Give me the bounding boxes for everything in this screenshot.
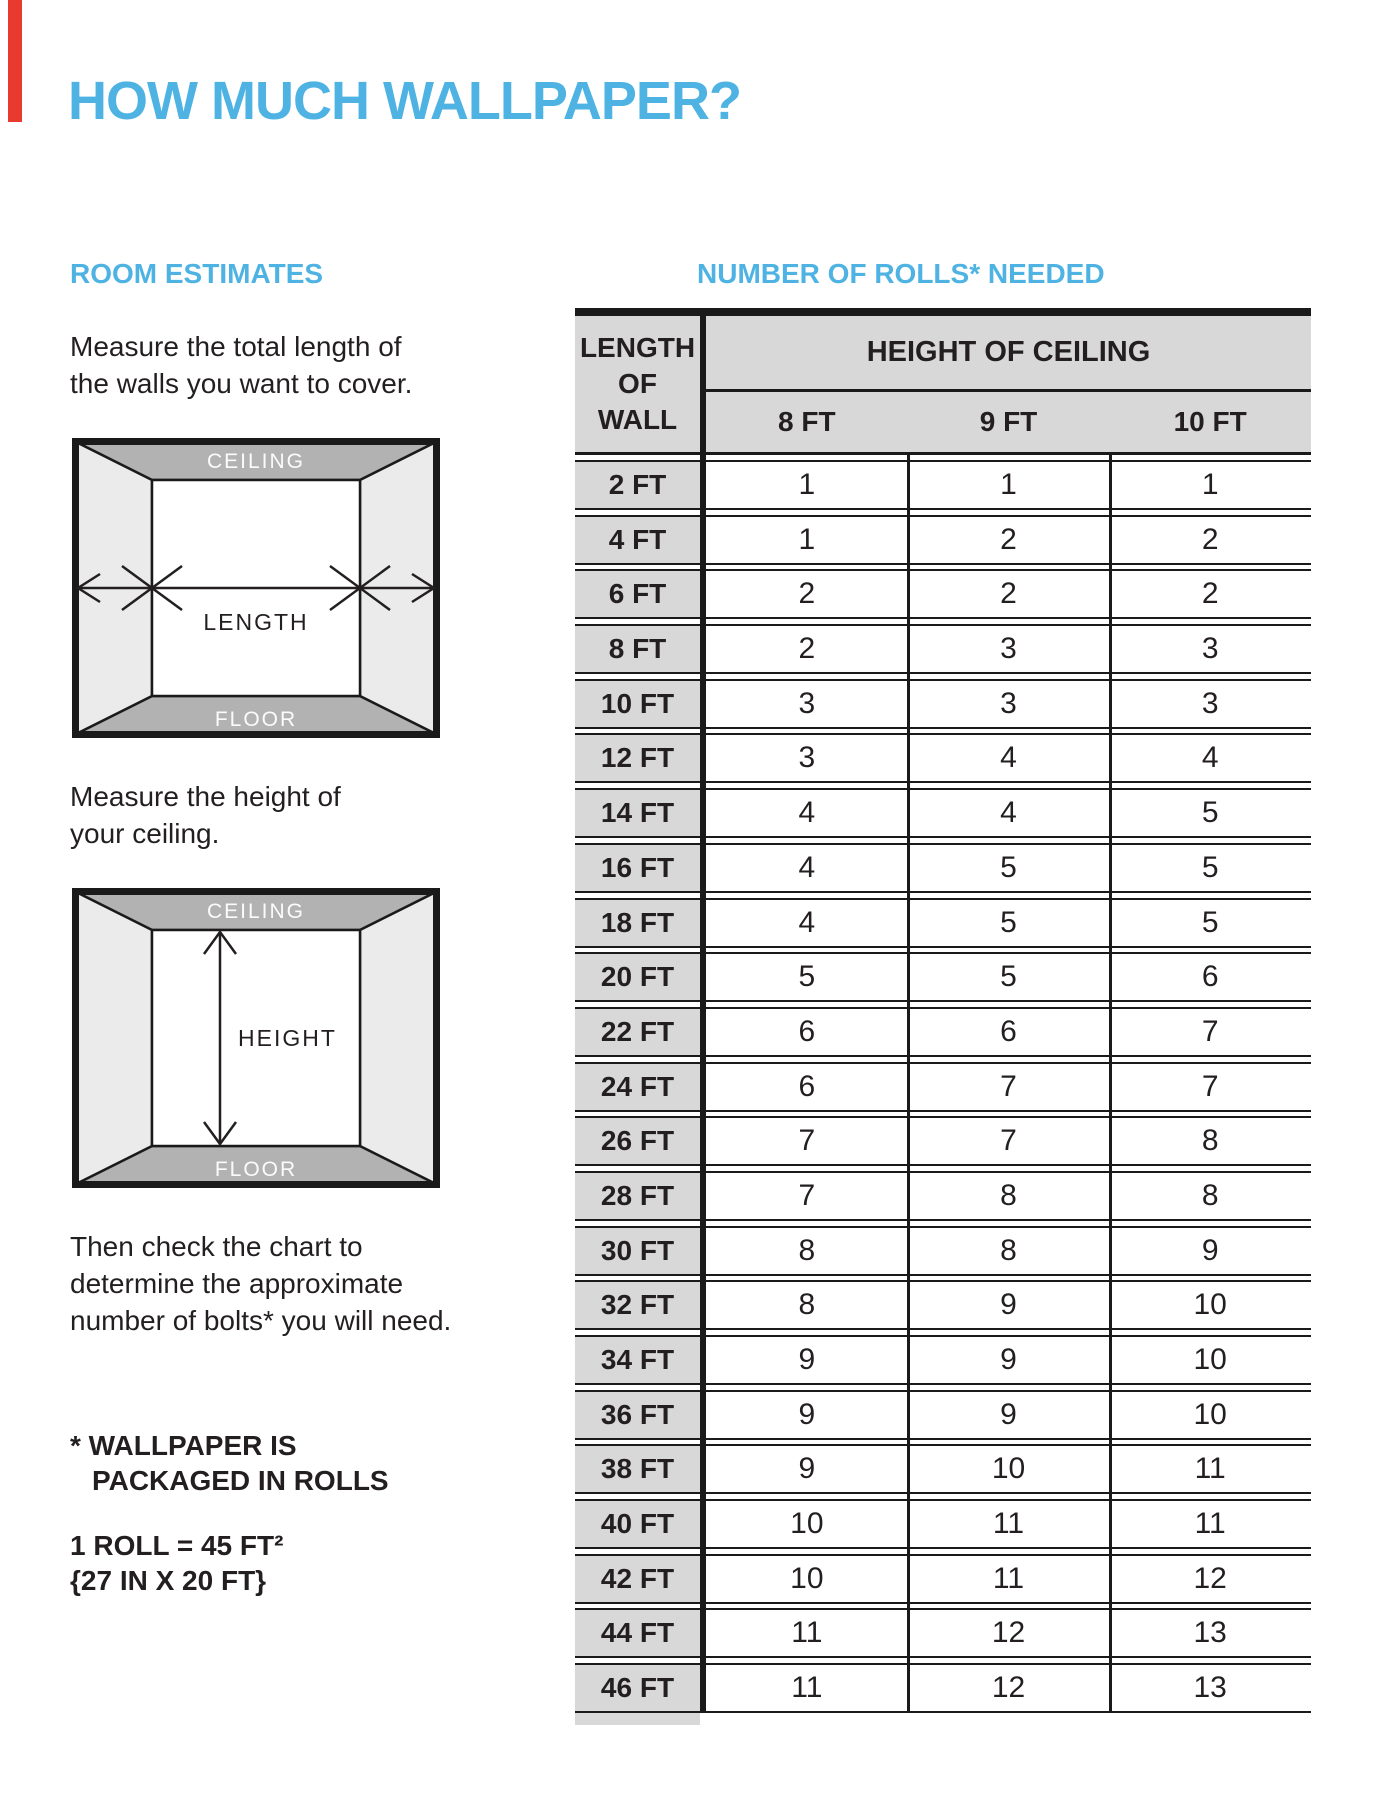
- roll-count-cell: 9: [706, 1444, 908, 1494]
- row-length-label: 38 FT: [575, 1444, 700, 1494]
- floor-caption: FLOOR: [214, 708, 298, 731]
- roll-count-cell: 1: [706, 515, 908, 565]
- roll-count-cell: 5: [908, 952, 1110, 1002]
- table-row: [575, 788, 1311, 838]
- roll-count-cell: 4: [908, 788, 1110, 838]
- table-row: [575, 1663, 1311, 1713]
- roll-count-cell: 7: [1109, 1007, 1311, 1057]
- paragraph-line: your ceiling.: [70, 818, 220, 849]
- label-column-divider: [700, 316, 706, 1713]
- roll-count-cell: 3: [1109, 624, 1311, 674]
- row-length-label: 42 FT: [575, 1554, 700, 1604]
- roll-count-cell: 11: [908, 1554, 1110, 1604]
- row-length-label: 4 FT: [575, 515, 700, 565]
- roll-count-cell: 6: [706, 1007, 908, 1057]
- roll-count-cell: 8: [1109, 1171, 1311, 1221]
- table-row: [575, 1335, 1311, 1385]
- roll-count-cell: 2: [1109, 515, 1311, 565]
- table-row: [575, 624, 1311, 674]
- roll-count-cell: 11: [706, 1663, 908, 1713]
- roll-count-cell: 10: [706, 1499, 908, 1549]
- roll-size-line: {27 IN X 20 FT}: [70, 1565, 267, 1596]
- red-accent-bar: [8, 0, 22, 122]
- row-length-label: 44 FT: [575, 1608, 700, 1658]
- roll-count-cell: 11: [1109, 1499, 1311, 1549]
- roll-count-cell: 3: [908, 624, 1110, 674]
- roll-count-cell: 13: [1109, 1663, 1311, 1713]
- row-length-label: 16 FT: [575, 843, 700, 893]
- column-header-10ft: 10 FT: [1173, 406, 1247, 437]
- roll-count-cell: 2: [706, 569, 908, 619]
- length-of-wall-header: [575, 316, 700, 455]
- roll-count-cell: 2: [908, 515, 1110, 565]
- roll-count-cell: 4: [1109, 733, 1311, 783]
- measure-length-paragraph: [70, 328, 412, 402]
- table-row: [575, 952, 1311, 1002]
- table-row: [575, 1007, 1311, 1057]
- roll-count-cell: 4: [706, 788, 908, 838]
- table-row: [575, 1116, 1311, 1166]
- roll-size-line: 1 ROLL = 45 FT²: [70, 1530, 284, 1561]
- check-chart-paragraph: [70, 1228, 451, 1339]
- paragraph-line: Measure the height of: [70, 781, 341, 812]
- row-length-label: 30 FT: [575, 1226, 700, 1276]
- roll-count-cell: 2: [706, 624, 908, 674]
- roll-count-cell: 1: [1109, 460, 1311, 510]
- row-length-label: 20 FT: [575, 952, 700, 1002]
- roll-count-cell: 7: [706, 1116, 908, 1166]
- table-row: [575, 1608, 1311, 1658]
- roll-count-cell: 8: [706, 1226, 908, 1276]
- room-length-diagram: [72, 438, 440, 738]
- label-column-tail: [575, 1713, 700, 1725]
- rolls-needed-heading: NUMBER OF ROLLS* NEEDED: [697, 258, 1105, 289]
- header-line: OF WALL: [597, 368, 678, 435]
- roll-count-cell: 5: [1109, 898, 1311, 948]
- roll-count-cell: 7: [1109, 1062, 1311, 1112]
- table-top-border: [575, 308, 1311, 316]
- measure-height-paragraph: [70, 778, 341, 852]
- row-length-label: 18 FT: [575, 898, 700, 948]
- column-divider-2: [1109, 455, 1112, 1713]
- row-length-label: 36 FT: [575, 1390, 700, 1440]
- paragraph-line: the walls you want to cover.: [70, 368, 413, 399]
- table-row: [575, 1226, 1311, 1276]
- table-row: [575, 1390, 1311, 1440]
- roll-count-cell: 4: [908, 733, 1110, 783]
- ceiling-height-subheader-row: [706, 392, 1311, 455]
- roll-count-cell: 3: [908, 679, 1110, 729]
- roll-count-cell: 9: [1109, 1226, 1311, 1276]
- roll-count-cell: 10: [1109, 1280, 1311, 1330]
- roll-count-cell: 4: [706, 898, 908, 948]
- roll-count-cell: 7: [908, 1062, 1110, 1112]
- roll-count-cell: 12: [1109, 1554, 1311, 1604]
- wallpaper-rolls-footnote: [70, 1428, 389, 1498]
- table-row: [575, 515, 1311, 565]
- roll-count-cell: 1: [706, 460, 908, 510]
- table-row: [575, 1171, 1311, 1221]
- row-length-label: 2 FT: [575, 460, 700, 510]
- footnote-line: PACKAGED IN ROLLS: [92, 1465, 389, 1496]
- roll-count-cell: 8: [706, 1280, 908, 1330]
- roll-count-cell: 7: [706, 1171, 908, 1221]
- roll-count-cell: 8: [908, 1226, 1110, 1276]
- roll-count-cell: 3: [706, 733, 908, 783]
- row-length-label: 46 FT: [575, 1663, 700, 1713]
- paragraph-line: number of bolts* you will need.: [70, 1305, 452, 1336]
- roll-count-cell: 11: [1109, 1444, 1311, 1494]
- roll-count-cell: 12: [908, 1663, 1110, 1713]
- roll-count-cell: 1: [908, 460, 1110, 510]
- height-of-ceiling-header: HEIGHT OF CEILING: [706, 316, 1311, 392]
- footnote-line: * WALLPAPER IS: [70, 1430, 297, 1461]
- row-length-label: 40 FT: [575, 1499, 700, 1549]
- room-height-diagram: [72, 888, 440, 1188]
- roll-count-cell: 5: [1109, 843, 1311, 893]
- table-row: [575, 843, 1311, 893]
- roll-count-cell: 5: [1109, 788, 1311, 838]
- roll-count-cell: 8: [908, 1171, 1110, 1221]
- roll-size-info: [70, 1528, 283, 1598]
- table-row: [575, 1444, 1311, 1494]
- length-label: LENGTH: [203, 609, 309, 635]
- roll-count-cell: 9: [908, 1335, 1110, 1385]
- table-row: [575, 733, 1311, 783]
- roll-count-cell: 5: [908, 843, 1110, 893]
- roll-count-cell: 7: [908, 1116, 1110, 1166]
- table-row: [575, 898, 1311, 948]
- column-divider-1: [907, 455, 910, 1713]
- roll-count-cell: 9: [908, 1390, 1110, 1440]
- roll-count-cell: 11: [706, 1608, 908, 1658]
- roll-count-cell: 9: [908, 1280, 1110, 1330]
- paragraph-line: Then check the chart to: [70, 1231, 363, 1262]
- roll-count-cell: 2: [908, 569, 1110, 619]
- roll-count-cell: 2: [1109, 569, 1311, 619]
- row-length-label: 12 FT: [575, 733, 700, 783]
- row-length-label: 24 FT: [575, 1062, 700, 1112]
- table-row: [575, 679, 1311, 729]
- table-row: [575, 460, 1311, 510]
- ceiling-caption: CEILING: [206, 450, 306, 473]
- table-row: [575, 1062, 1311, 1112]
- floor-caption: FLOOR: [214, 1158, 298, 1181]
- roll-count-cell: 9: [706, 1390, 908, 1440]
- row-length-label: 10 FT: [575, 679, 700, 729]
- roll-count-cell: 10: [1109, 1390, 1311, 1440]
- row-length-label: 26 FT: [575, 1116, 700, 1166]
- room-estimates-heading: ROOM ESTIMATES: [70, 258, 324, 289]
- header-line: LENGTH: [579, 332, 696, 363]
- roll-count-cell: 8: [1109, 1116, 1311, 1166]
- roll-count-cell: 5: [908, 898, 1110, 948]
- page-title: HOW MUCH WALLPAPER?: [68, 71, 741, 131]
- row-length-label: 34 FT: [575, 1335, 700, 1385]
- table-row: [575, 1280, 1311, 1330]
- table-row: [575, 1499, 1311, 1549]
- left-wall-panel: [76, 892, 152, 1184]
- roll-count-cell: 13: [1109, 1608, 1311, 1658]
- column-header-8ft: 8 FT: [778, 406, 836, 437]
- roll-count-cell: 3: [706, 679, 908, 729]
- table-row: [575, 1554, 1311, 1604]
- roll-count-cell: 10: [908, 1444, 1110, 1494]
- roll-count-cell: 3: [1109, 679, 1311, 729]
- row-length-label: 28 FT: [575, 1171, 700, 1221]
- paragraph-line: Measure the total length of: [70, 331, 402, 362]
- roll-count-cell: 10: [706, 1554, 908, 1604]
- roll-count-cell: 5: [706, 952, 908, 1002]
- roll-count-cell: 6: [908, 1007, 1110, 1057]
- table-rows: [575, 460, 1311, 1713]
- roll-count-cell: 11: [908, 1499, 1110, 1549]
- ceiling-caption: CEILING: [206, 900, 306, 923]
- roll-count-cell: 4: [706, 843, 908, 893]
- row-length-label: 8 FT: [575, 624, 700, 674]
- row-length-label: 32 FT: [575, 1280, 700, 1330]
- height-label: HEIGHT: [238, 1025, 337, 1051]
- roll-count-cell: 6: [706, 1062, 908, 1112]
- roll-count-cell: 12: [908, 1608, 1110, 1658]
- rolls-needed-table: [575, 308, 1311, 1733]
- table-row: [575, 569, 1311, 619]
- roll-count-cell: 10: [1109, 1335, 1311, 1385]
- paragraph-line: determine the approximate: [70, 1268, 404, 1299]
- row-length-label: 14 FT: [575, 788, 700, 838]
- right-wall-panel: [360, 892, 436, 1184]
- column-header-9ft: 9 FT: [979, 406, 1038, 437]
- roll-count-cell: 9: [706, 1335, 908, 1385]
- roll-count-cell: 6: [1109, 952, 1311, 1002]
- row-length-label: 22 FT: [575, 1007, 700, 1057]
- row-length-label: 6 FT: [575, 569, 700, 619]
